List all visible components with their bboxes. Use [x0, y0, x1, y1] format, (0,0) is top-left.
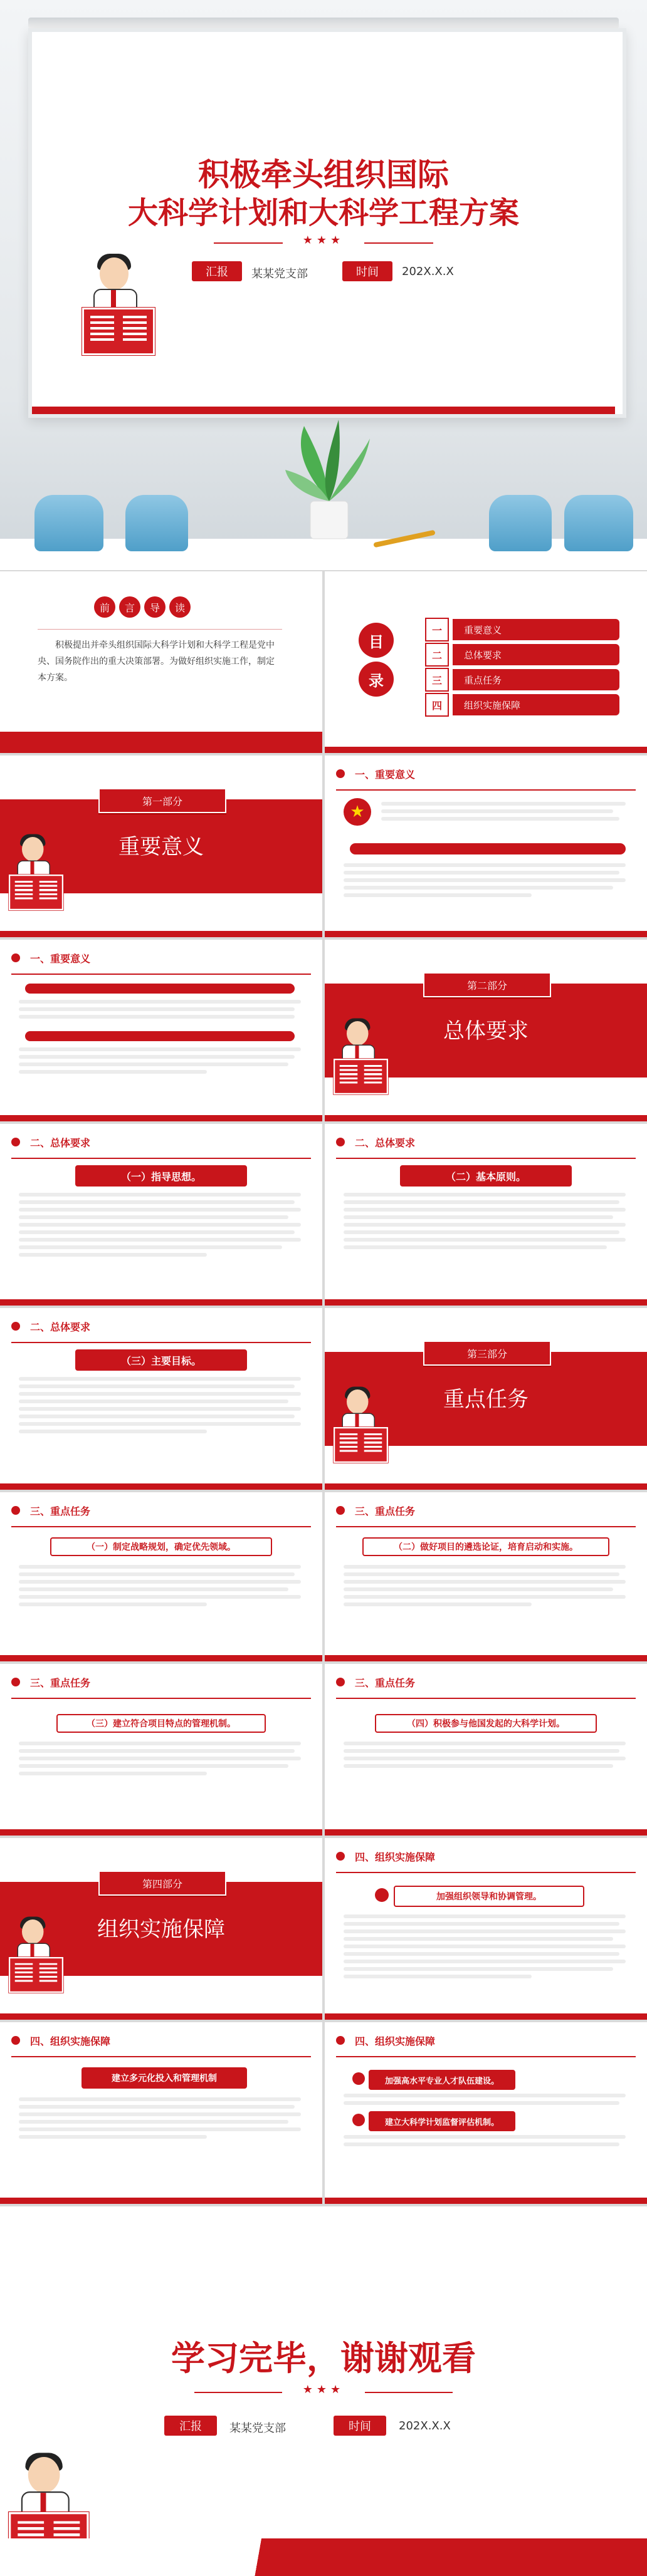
footer-band: [325, 1115, 647, 1121]
text-placeholder: [19, 1407, 301, 1411]
preface-text: 积极提出并牵头组织国际大科学计划和大科学工程是党中央、国务院作出的重大决策部署。为做好组织实施工作，制定本方案。: [38, 640, 275, 683]
slide-header: [325, 1838, 647, 1877]
footer-band: [0, 1655, 322, 1661]
subtitle-participate: （四）积极参与他国发起的大科学计划。: [375, 1714, 597, 1733]
content-slide-3: [0, 1124, 322, 1306]
divider-left: [194, 2392, 282, 2393]
text-placeholder: [344, 1922, 619, 1926]
content-slide-11: [0, 2022, 322, 2204]
text-placeholder: [344, 2094, 626, 2097]
text-placeholder: [19, 1200, 295, 1204]
plant-icon: [282, 413, 376, 558]
text-placeholder: [344, 1945, 626, 1948]
header-title: 一、重要意义: [355, 769, 416, 781]
header-dot: [11, 1678, 20, 1686]
text-placeholder: [19, 1400, 288, 1403]
time-value: 202X.X.X: [399, 2419, 451, 2433]
header-line: [11, 974, 311, 975]
slide-header: [0, 1308, 322, 1347]
toc-num: 一: [425, 618, 449, 641]
divider-right: [365, 2392, 453, 2393]
ending-slide: [0, 2206, 647, 2576]
text-placeholder: [19, 1764, 288, 1768]
highlight-bar: [350, 843, 626, 854]
subtitle-goals: （三）主要目标。: [75, 1349, 247, 1371]
section-slide-3: [325, 1308, 647, 1490]
text-placeholder: [19, 1772, 207, 1775]
text-placeholder: [19, 1595, 301, 1599]
bullet-icon: [352, 2072, 365, 2085]
preface-badge: [94, 596, 191, 618]
content-slide-12: [325, 2022, 647, 2204]
toc-num: 二: [425, 643, 449, 667]
header-title: 四、组织实施保障: [355, 2035, 436, 2047]
header-title: 二、总体要求: [30, 1137, 91, 1149]
text-placeholder: [19, 1392, 301, 1396]
section-title: 重点任务: [443, 1387, 529, 1412]
text-placeholder: [19, 1223, 301, 1227]
text-placeholder: [344, 1580, 626, 1584]
text-placeholder: [19, 1238, 301, 1242]
text-placeholder: [344, 1929, 626, 1933]
part-label: 第一部分: [98, 788, 226, 813]
cover-slide: [0, 0, 647, 570]
header-line: [11, 1158, 311, 1159]
header-title: 四、组织实施保障: [30, 2035, 111, 2047]
text-placeholder: [19, 1430, 207, 1433]
part-label: 第三部分: [423, 1341, 551, 1366]
text-placeholder: [344, 1565, 626, 1569]
footer-band: [0, 1829, 322, 1836]
footer-band: [0, 931, 322, 937]
footer-band: [325, 1299, 647, 1306]
chair-icon: [489, 495, 552, 551]
header-title: 一、重要意义: [30, 953, 91, 965]
badge-char: 读: [169, 596, 191, 618]
footer-band: [325, 1483, 647, 1490]
section-title: 总体要求: [443, 1019, 529, 1044]
text-placeholder: [19, 1565, 301, 1569]
toc-title-char1: 目: [359, 623, 394, 658]
text-placeholder: [19, 1572, 295, 1576]
footer-band: [325, 1829, 647, 1836]
text-placeholder: [344, 2142, 619, 2146]
party-emblem-icon: ★: [344, 798, 371, 826]
chair-icon: [125, 495, 188, 551]
toc-item-3[interactable]: [425, 669, 619, 690]
footer-band: [325, 1655, 647, 1661]
subtitle-plan: （一）制定战略规划，确定优先领域。: [50, 1537, 272, 1556]
text-placeholder: [344, 878, 626, 882]
content-slide-2: [0, 940, 322, 1121]
toc-label: 重要意义: [453, 619, 619, 640]
content-slide-7: [325, 1492, 647, 1661]
stars-decoration: ★★★: [302, 2383, 345, 2396]
footer-band: [0, 1483, 322, 1490]
footer-band: [0, 1299, 322, 1306]
text-placeholder: [344, 1238, 626, 1242]
text-placeholder: [344, 871, 619, 875]
ending-title: 学习完毕，谢谢观看: [171, 2339, 476, 2378]
reporter-value: 某某党支部: [251, 267, 308, 281]
reporter-label: 汇报: [192, 261, 242, 281]
content-slide-9: [325, 1664, 647, 1836]
text-placeholder: [344, 1937, 613, 1941]
reporter-value: 某某党支部: [229, 2422, 286, 2435]
section-slide-1: [0, 756, 322, 937]
subtitle-leadership: 加强组织领导和协调管理。: [394, 1886, 584, 1907]
slide-header: [0, 1124, 322, 1163]
text-placeholder: [19, 1384, 295, 1388]
text-placeholder: [19, 1015, 295, 1019]
cover-title-line2: 大科学计划和大科学工程方案: [127, 195, 519, 231]
text-placeholder: [19, 1215, 288, 1219]
badge-char: 导: [144, 596, 166, 618]
toc-item-2[interactable]: [425, 644, 619, 665]
content-slide-5: [0, 1308, 322, 1490]
part-label: 第四部分: [98, 1871, 226, 1896]
text-placeholder: [19, 2112, 301, 2116]
text-placeholder: [19, 1749, 295, 1753]
text-placeholder: [19, 2097, 301, 2101]
header-title: 二、总体要求: [30, 1321, 91, 1333]
subtitle-guiding: （一）指导思想。: [75, 1165, 247, 1187]
text-placeholder: [19, 1070, 207, 1074]
content-slide-10: [325, 1838, 647, 2020]
text-placeholder: [19, 1007, 295, 1011]
content-slide-4: [325, 1124, 647, 1306]
badge-char: 前: [94, 596, 115, 618]
slide-header: [325, 1124, 647, 1163]
toc-num: 三: [425, 668, 449, 692]
slide-header: [325, 2022, 647, 2061]
footer-band: [0, 732, 322, 753]
header-line: [11, 1342, 311, 1343]
header-dot: [336, 2036, 345, 2045]
part-label: 第二部分: [423, 972, 551, 997]
header-title: 二、总体要求: [355, 1137, 416, 1149]
header-line: [11, 2056, 311, 2057]
text-placeholder: [381, 802, 626, 806]
toc-title-char2: 录: [359, 662, 394, 697]
text-placeholder: [19, 1377, 301, 1381]
text-placeholder: [344, 1914, 626, 1918]
slide-header: [0, 940, 322, 979]
divider-left: [214, 242, 283, 244]
header-line: [336, 789, 636, 791]
text-placeholder: [381, 817, 619, 821]
slide-header: [0, 1492, 322, 1531]
pen-icon: [370, 526, 445, 551]
footer-band: [0, 2198, 322, 2204]
text-placeholder: [19, 1208, 301, 1212]
text-placeholder: [344, 1757, 626, 1760]
header-title: 三、重点任务: [30, 1505, 91, 1517]
text-placeholder: [344, 1587, 613, 1591]
section-slide-2: [325, 940, 647, 1121]
text-placeholder: [19, 1047, 301, 1051]
preface-slide: [0, 571, 322, 753]
footer-band: [325, 747, 647, 753]
footer-band: [325, 2198, 647, 2204]
text-placeholder: [344, 1975, 532, 1978]
text-placeholder: [19, 1757, 301, 1760]
badge-char: 言: [119, 596, 140, 618]
toc-slide: [325, 571, 647, 753]
toc-label: 组织实施保障: [453, 694, 619, 715]
chair-icon: [564, 495, 633, 551]
subtitle-evaluation: 建立大科学计划监督评估机制。: [369, 2111, 515, 2131]
text-placeholder: [19, 1415, 295, 1418]
text-placeholder: [344, 863, 626, 867]
text-placeholder: [19, 1230, 295, 1234]
subtitle-mechanism: （三）建立符合项目特点的管理机制。: [56, 1714, 266, 1733]
chair-icon: [34, 495, 103, 551]
text-placeholder: [19, 2120, 288, 2124]
header-dot: [336, 769, 345, 778]
text-placeholder: [344, 1200, 619, 1204]
text-placeholder: [344, 1952, 619, 1956]
footer-band: [325, 2013, 647, 2020]
text-placeholder: [19, 1580, 301, 1584]
divider: [38, 629, 282, 630]
text-placeholder: [19, 2127, 301, 2131]
section-slide-4: [0, 1838, 322, 2020]
footer-band: [0, 1115, 322, 1121]
section-title: 组织实施保障: [97, 1917, 225, 1942]
text-placeholder: [344, 1208, 626, 1212]
highlight-bar: [25, 984, 295, 994]
footer-band: [325, 931, 647, 937]
text-placeholder: [344, 1245, 607, 1249]
text-placeholder: [19, 2105, 295, 2109]
header-title: 四、组织实施保障: [355, 1851, 436, 1863]
text-placeholder: [19, 1000, 301, 1004]
whiteboard: [28, 28, 626, 418]
header-dot: [11, 1322, 20, 1331]
text-placeholder: [19, 1587, 288, 1591]
header-title: 三、重点任务: [355, 1505, 416, 1517]
bullet-icon: [375, 1888, 389, 1902]
header-line: [11, 1526, 311, 1527]
text-placeholder: [344, 1193, 626, 1197]
slide-header: [0, 1664, 322, 1703]
text-placeholder: [344, 1595, 626, 1599]
text-placeholder: [19, 1055, 295, 1059]
stars-decoration: ★★★: [302, 234, 345, 247]
text-placeholder: [381, 809, 613, 813]
header-title: 三、重点任务: [30, 1677, 91, 1689]
text-placeholder: [344, 893, 532, 897]
content-slide-8: [0, 1664, 322, 1836]
text-placeholder: [344, 1223, 626, 1227]
header-dot: [336, 1506, 345, 1515]
footer-band: [0, 2538, 647, 2576]
subtitle-funding: 建立多元化投入和管理机制: [82, 2067, 247, 2089]
header-dot: [11, 1506, 20, 1515]
time-label: 时间: [342, 261, 392, 281]
subtitle-cultivate: （二）做好项目的遴选论证，培育启动和实施。: [362, 1537, 609, 1556]
text-placeholder: [344, 1967, 613, 1971]
toc-item-4[interactable]: [425, 694, 619, 715]
slide-header: [325, 1664, 647, 1703]
header-dot: [11, 2036, 20, 2045]
text-placeholder: [344, 1749, 619, 1753]
text-placeholder: [344, 1230, 619, 1234]
header-dot: [336, 1678, 345, 1686]
text-placeholder: [19, 1062, 288, 1066]
content-slide-6: [0, 1492, 322, 1661]
text-placeholder: [344, 1764, 613, 1768]
time-value: 202X.X.X: [402, 265, 454, 278]
header-line: [336, 1872, 636, 1873]
divider-right: [364, 242, 433, 244]
subtitle-talent: 加强高水平专业人才队伍建设。: [369, 2070, 515, 2090]
slide-header: [325, 1492, 647, 1531]
text-placeholder: [19, 1742, 301, 1745]
text-placeholder: [19, 2135, 207, 2139]
time-label: 时间: [334, 2416, 386, 2436]
toc-num: 四: [425, 693, 449, 717]
text-placeholder: [19, 1253, 207, 1257]
toc-label: 重点任务: [453, 669, 619, 690]
toc-label: 总体要求: [453, 644, 619, 665]
header-dot: [11, 1138, 20, 1146]
whiteboard-rail: [28, 18, 619, 29]
reporter-label: 汇报: [164, 2416, 217, 2436]
cover-title-line1: 积极牵头组织国际: [198, 157, 449, 193]
text-placeholder: [19, 1193, 301, 1197]
text-placeholder: [344, 2101, 619, 2105]
footer-band: [0, 2013, 322, 2020]
section-title: 重要意义: [118, 834, 204, 860]
highlight-bar: [25, 1031, 295, 1041]
header-line: [336, 1158, 636, 1159]
text-placeholder: [19, 1602, 207, 1606]
text-placeholder: [19, 1422, 301, 1426]
header-dot: [11, 953, 20, 962]
header-line: [336, 1526, 636, 1527]
header-dot: [336, 1138, 345, 1146]
header-line: [11, 1698, 311, 1699]
text-placeholder: [344, 1960, 626, 1963]
subtitle-principles: （二）基本原则。: [400, 1165, 572, 1187]
text-placeholder: [344, 1602, 532, 1606]
header-dot: [336, 1852, 345, 1861]
header-line: [336, 1698, 636, 1699]
text-placeholder: [344, 1742, 626, 1745]
toc-item-1[interactable]: [425, 619, 619, 640]
text-placeholder: [19, 1245, 282, 1249]
slide-header: [325, 756, 647, 794]
content-slide-1: [325, 756, 647, 937]
text-placeholder: [344, 1572, 619, 1576]
text-placeholder: [344, 886, 613, 890]
header-line: [336, 2056, 636, 2057]
text-placeholder: [344, 2135, 626, 2139]
slide-header: [0, 2022, 322, 2061]
header-title: 三、重点任务: [355, 1677, 416, 1689]
bullet-icon: [352, 2114, 365, 2126]
text-placeholder: [344, 1215, 613, 1219]
